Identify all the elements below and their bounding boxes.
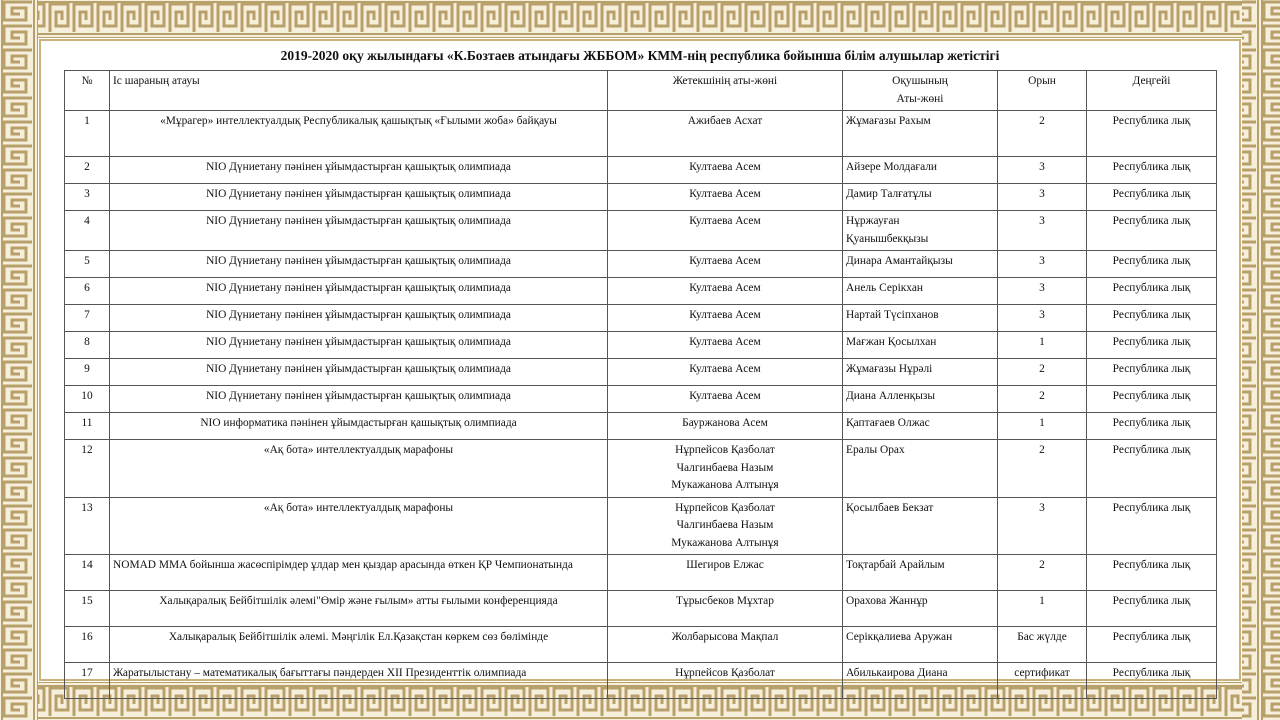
cell-number: 1: [65, 111, 110, 157]
cell-event: NIO Дүниетану пәнінен ұйымдастырған қашықтық олимпиада: [110, 157, 608, 184]
cell-student: Қаптағаев Олжас: [843, 413, 998, 440]
cell-student: Дамир Талғатұлы: [843, 184, 998, 211]
col-header-level: Деңгейі: [1087, 71, 1217, 111]
cell-event: NIO информатика пәнінен ұйымдастырған қашықтық олимпиада: [110, 413, 608, 440]
cell-level: Республика лық: [1087, 591, 1217, 627]
table-header-row: [65, 71, 1217, 111]
cell-level: Республика лық: [1087, 359, 1217, 386]
cell-mentor: Нұрпейсов Қазболат: [608, 663, 843, 699]
cell-place: 3: [998, 184, 1087, 211]
cell-student: Абилькаирова Диана: [843, 663, 998, 699]
cell-level: Республика лық: [1087, 497, 1217, 555]
cell-place: 2: [998, 386, 1087, 413]
cell-place: 3: [998, 211, 1087, 251]
cell-place: 3: [998, 305, 1087, 332]
cell-event: NIO Дүниетану пәнінен ұйымдастырған қашықтық олимпиада: [110, 184, 608, 211]
cell-student: Жұмағазы Рахым: [843, 111, 998, 157]
cell-mentor: Шегиров Елжас: [608, 555, 843, 591]
cell-number: 11: [65, 413, 110, 440]
table-row: [65, 251, 1217, 278]
cell-mentor: Култаева Асем: [608, 359, 843, 386]
table-row: [65, 555, 1217, 591]
table-row: [65, 211, 1217, 251]
achievements-table: [64, 70, 1217, 699]
cell-mentor: Култаева Асем: [608, 251, 843, 278]
cell-mentor: Ажибаев Асхат: [608, 111, 843, 157]
page-title: 2019-2020 оқу жылындағы «К.Бозтаев атындағы ЖББОМ» КММ-нің республика бойынша білім алушылар жетістігі: [280, 48, 1000, 63]
cell-level: Республика лық: [1087, 440, 1217, 498]
table-row: [65, 663, 1217, 699]
cell-mentor: Бауржанова Асем: [608, 413, 843, 440]
table-row: [65, 413, 1217, 440]
table-row: [65, 111, 1217, 157]
cell-mentor: Култаева Асем: [608, 386, 843, 413]
cell-level: Республика лық: [1087, 386, 1217, 413]
cell-number: 5: [65, 251, 110, 278]
cell-number: 3: [65, 184, 110, 211]
cell-number: 10: [65, 386, 110, 413]
cell-level: Республика лық: [1087, 663, 1217, 699]
cell-event: Жаратылыстану – математикалық бағыттағы пәндерден XII Президенттік олимпиада: [110, 663, 608, 699]
cell-event: NIO Дүниетану пәнінен ұйымдастырған қашықтық олимпиада: [110, 278, 608, 305]
cell-student: Мағжан Қосылхан: [843, 332, 998, 359]
cell-place: сертификат: [998, 663, 1087, 699]
cell-event: NIO Дүниетану пәнінен ұйымдастырған қашықтық олимпиада: [110, 359, 608, 386]
cell-place: 2: [998, 440, 1087, 498]
cell-number: 4: [65, 211, 110, 251]
cell-number: 13: [65, 497, 110, 555]
cell-number: 2: [65, 157, 110, 184]
col-header-place: Орын: [998, 71, 1087, 111]
cell-place: 1: [998, 413, 1087, 440]
cell-level: Республика лық: [1087, 413, 1217, 440]
table-row: [65, 305, 1217, 332]
cell-event: «Ақ бота» интеллектуалдық марафоны: [110, 497, 608, 555]
cell-level: Республика лық: [1087, 627, 1217, 663]
table-row: [65, 332, 1217, 359]
cell-student: Серікқалиева Аружан: [843, 627, 998, 663]
cell-place: 3: [998, 497, 1087, 555]
table-row: [65, 440, 1217, 498]
table-row: [65, 386, 1217, 413]
table-row: [65, 591, 1217, 627]
cell-event: NOMAD MMA бойынша жасөспірімдер ұлдар мен қыздар арасында өткен ҚР Чемпионатында: [110, 555, 608, 591]
table-row: [65, 627, 1217, 663]
cell-event: NIO Дүниетану пәнінен ұйымдастырған қашықтық олимпиада: [110, 211, 608, 251]
cell-place: 3: [998, 251, 1087, 278]
cell-event: «Мұрагер» интеллектуалдық Республикалық қашықтық «Ғылыми жоба» байқауы: [110, 111, 608, 157]
cell-level: Республика лық: [1087, 251, 1217, 278]
cell-place: Бас жүлде: [998, 627, 1087, 663]
cell-mentor: Нұрпейсов Қазболат Чалгинбаева Назым Мукажанова Алтынұя: [608, 497, 843, 555]
cell-number: 8: [65, 332, 110, 359]
cell-mentor: Култаева Асем: [608, 157, 843, 184]
col-header-student: Оқушының Аты-жөні: [843, 71, 998, 111]
cell-event: NIO Дүниетану пәнінен ұйымдастырған қашықтық олимпиада: [110, 386, 608, 413]
cell-student: Тоқтарбай Арайлым: [843, 555, 998, 591]
cell-mentor: Жолбарысова Мақпал: [608, 627, 843, 663]
cell-mentor: Култаева Асем: [608, 305, 843, 332]
cell-number: 12: [65, 440, 110, 498]
cell-place: 1: [998, 591, 1087, 627]
cell-level: Республика лық: [1087, 305, 1217, 332]
cell-event: Халықаралық Бейбітшілік әлемі. Мәңгілік Ел.Қазақстан көркем сөз бөлімінде: [110, 627, 608, 663]
cell-place: 2: [998, 359, 1087, 386]
cell-student: Айзере Молдағали: [843, 157, 998, 184]
cell-number: 16: [65, 627, 110, 663]
cell-mentor: Култаева Асем: [608, 332, 843, 359]
cell-event: NIO Дүниетану пәнінен ұйымдастырған қашықтық олимпиада: [110, 251, 608, 278]
cell-student: Ералы Орах: [843, 440, 998, 498]
cell-mentor: Тұрысбеков Мұхтар: [608, 591, 843, 627]
cell-number: 17: [65, 663, 110, 699]
cell-number: 14: [65, 555, 110, 591]
cell-level: Республика лық: [1087, 111, 1217, 157]
cell-mentor: Култаева Асем: [608, 278, 843, 305]
cell-place: 3: [998, 157, 1087, 184]
cell-event: «Ақ бота» интеллектуалдық марафоны: [110, 440, 608, 498]
cell-student: Қосылбаев Бекзат: [843, 497, 998, 555]
cell-student: Жұмағазы Нұрәлі: [843, 359, 998, 386]
cell-student: Нартай Түсіпханов: [843, 305, 998, 332]
cell-mentor: Култаева Асем: [608, 211, 843, 251]
col-header-event: Іс шараның атауы: [110, 71, 608, 111]
table-row: [65, 278, 1217, 305]
cell-number: 15: [65, 591, 110, 627]
cell-event: NIO Дүниетану пәнінен ұйымдастырған қашықтық олимпиада: [110, 332, 608, 359]
table-row: [65, 184, 1217, 211]
cell-place: 3: [998, 278, 1087, 305]
cell-student: Динара Амантайқызы: [843, 251, 998, 278]
table-row: [65, 497, 1217, 555]
cell-place: 2: [998, 555, 1087, 591]
cell-event: Халықаралық Бейбітшілік әлемі"Өмір және ғылым» атты ғылыми конференцияда: [110, 591, 608, 627]
table-row: [65, 157, 1217, 184]
cell-student: Анель Серікхан: [843, 278, 998, 305]
cell-level: Республика лық: [1087, 157, 1217, 184]
cell-event: NIO Дүниетану пәнінен ұйымдастырған қашықтық олимпиада: [110, 305, 608, 332]
cell-level: Республика лық: [1087, 555, 1217, 591]
table-row: [65, 359, 1217, 386]
cell-place: 1: [998, 332, 1087, 359]
cell-number: 6: [65, 278, 110, 305]
cell-mentor: Нұрпейсов Қазболат Чалгинбаева Назым Мукажанова Алтынұя: [608, 440, 843, 498]
cell-student: Нұржауған Қуанышбекқызы: [843, 211, 998, 251]
cell-level: Республика лық: [1087, 184, 1217, 211]
cell-place: 2: [998, 111, 1087, 157]
cell-student: Орахова Жаннұр: [843, 591, 998, 627]
col-header-mentor: Жетекшінің аты-жөні: [608, 71, 843, 111]
cell-number: 9: [65, 359, 110, 386]
cell-mentor: Култаева Асем: [608, 184, 843, 211]
cell-level: Республика лық: [1087, 278, 1217, 305]
col-header-number: №: [65, 71, 110, 111]
cell-level: Республика лық: [1087, 332, 1217, 359]
cell-student: Диана Алленқызы: [843, 386, 998, 413]
cell-level: Республика лық: [1087, 211, 1217, 251]
cell-number: 7: [65, 305, 110, 332]
